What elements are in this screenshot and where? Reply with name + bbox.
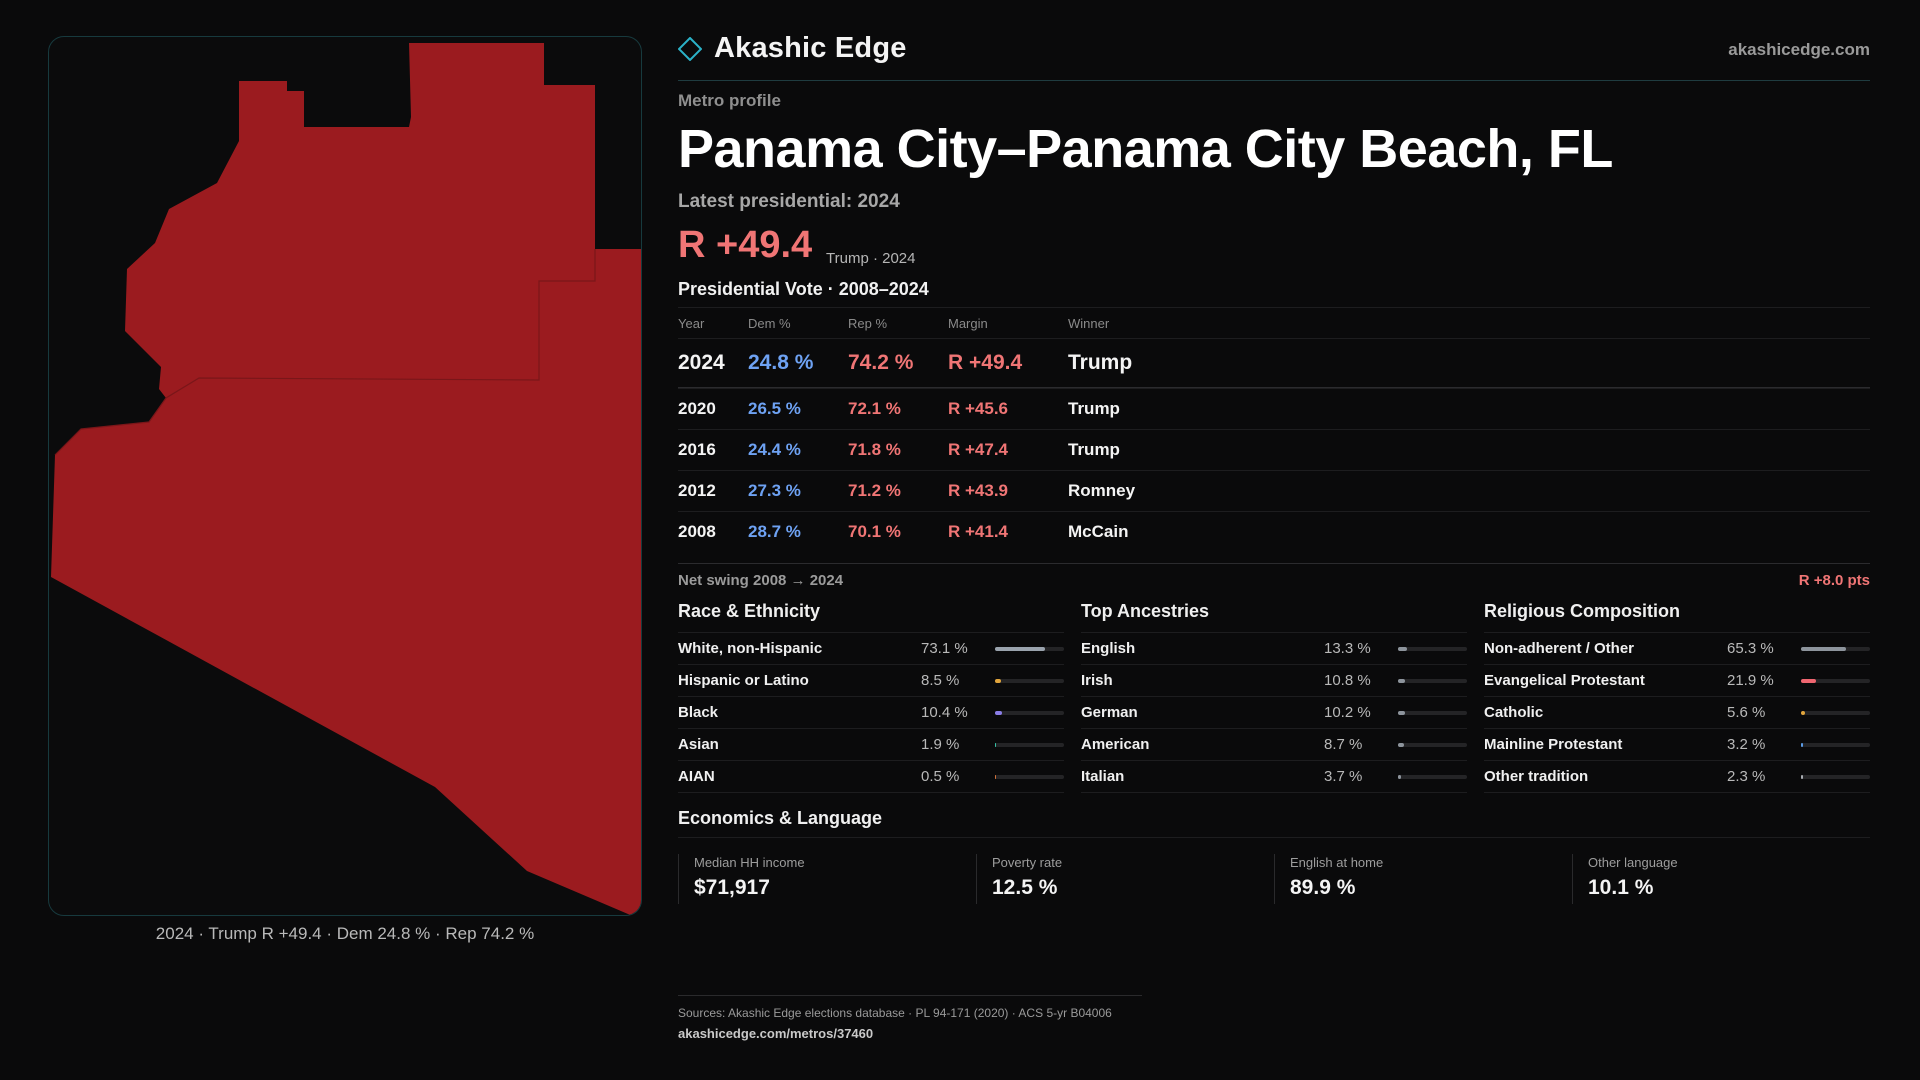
list-item [678,729,1064,761]
table-row[interactable] [678,388,1870,429]
item-bar-track [995,775,1064,779]
header-dem: Dem % [748,315,791,331]
item-bar-fill [1801,743,1803,747]
latest-margin-sub: Trump · 2024 [826,250,916,267]
header-margin: Margin [948,315,988,331]
item-bar-track [1398,775,1467,779]
item-label: American [1081,736,1150,753]
list-item [1484,633,1870,665]
item-bar-track [1801,743,1870,747]
stat-other-language [1572,854,1870,904]
list-item [1484,697,1870,729]
cell-dem: 24.4 % [748,440,801,459]
item-bar-fill [1801,775,1803,779]
item-label: White, non-Hispanic [678,640,823,657]
cell-dem: 27.3 % [748,481,801,500]
item-bar-track [1801,647,1870,651]
item-bar-track [1398,647,1467,651]
table-header [678,308,1870,338]
item-percent: 0.5 % [921,768,960,785]
footer-url[interactable]: akashicedge.com/metros/37460 [678,1026,874,1041]
stat-value: 10.1 % [1588,876,1654,899]
list-item [1484,665,1870,697]
net-swing-value: R +8.0 pts [1798,572,1870,589]
cell-dem: 26.5 % [748,399,801,418]
list-item [678,697,1064,729]
cell-year: 2008 [678,522,716,541]
item-label: Non-adherent / Other [1484,640,1635,657]
metro-map[interactable] [48,36,642,916]
item-percent: 21.9 % [1727,672,1774,689]
cell-year: 2012 [678,481,716,500]
item-bar-track [995,711,1064,715]
stat-label: Median HH income [694,855,805,870]
header-divider [678,80,1870,81]
item-label: Other tradition [1484,768,1589,785]
item-percent: 13.3 % [1324,640,1371,657]
vote-table-title: Presidential Vote · 2008–2024 [678,279,929,299]
stat-median-income [678,854,976,904]
item-label: Irish [1081,672,1113,689]
item-percent: 10.4 % [921,704,968,721]
item-percent: 5.6 % [1727,704,1766,721]
item-bar-fill [995,679,1001,683]
stat-english-at-home [1274,854,1572,904]
item-label: Mainline Protestant [1484,736,1623,753]
swing-divider [678,563,1870,564]
item-percent: 3.7 % [1324,768,1363,785]
race-ethnicity-panel [678,601,1064,793]
item-percent: 10.8 % [1324,672,1371,689]
table-row[interactable] [678,511,1870,552]
list-item [1081,729,1467,761]
item-bar-track [1398,743,1467,747]
religious-composition-title: Religious Composition [1484,601,1870,633]
cell-winner: Romney [1068,481,1136,500]
item-bar-fill [995,711,1002,715]
item-bar-fill [1398,647,1407,651]
cell-winner: McCain [1068,522,1129,541]
cell-margin: R +49.4 [948,351,1023,374]
list-item [1484,729,1870,761]
stat-value: $71,917 [694,876,770,899]
stat-value: 12.5 % [992,876,1058,899]
cell-margin: R +41.4 [948,522,1009,541]
cell-year: 2024 [678,351,725,374]
cell-winner: Trump [1068,351,1133,374]
header-year: Year [678,315,705,331]
item-label: German [1081,704,1138,721]
economics-title: Economics & Language [678,808,883,828]
footer-sources: Sources: Akashic Edge elections database · PL 94-171 (2020) · ACS 5-yr B04006 [678,1006,1112,1020]
economics-divider [678,837,1870,838]
item-percent: 3.2 % [1727,736,1766,753]
cell-dem: 28.7 % [748,522,801,541]
vote-table [678,307,1870,552]
stat-value: 89.9 % [1290,876,1356,899]
cell-rep: 71.8 % [848,440,901,459]
metro-map-shape [49,37,642,916]
item-bar-track [1398,711,1467,715]
list-item [1081,633,1467,665]
cell-winner: Trump [1068,440,1120,459]
list-item [1484,761,1870,793]
diamond-logo-icon [678,37,702,61]
list-item [678,665,1064,697]
cell-margin: R +45.6 [948,399,1009,418]
religious-composition-panel [1484,601,1870,793]
top-ancestries-panel [1081,601,1467,793]
top-ancestries-title: Top Ancestries [1081,601,1467,633]
item-bar-track [1801,679,1870,683]
cell-year: 2020 [678,399,716,418]
map-caption: 2024 · Trump R +49.4 · Dem 24.8 % · Rep 74.2 % [155,924,535,943]
item-bar-fill [1398,711,1405,715]
stat-poverty-rate [976,854,1274,904]
item-bar-track [995,743,1064,747]
brand-name: Akashic Edge [714,32,907,64]
item-bar-fill [1398,679,1405,683]
stat-label: Other language [1588,855,1678,870]
item-bar-fill [995,775,996,779]
item-percent: 8.7 % [1324,736,1363,753]
item-label: Catholic [1484,704,1544,721]
stat-label: English at home [1290,855,1384,870]
cell-rep: 72.1 % [848,399,901,418]
list-item [678,633,1064,665]
table-row[interactable] [678,429,1870,470]
header-winner: Winner [1068,315,1110,331]
item-bar-fill [1398,743,1404,747]
list-item [1081,761,1467,793]
item-label: Italian [1081,768,1125,785]
list-item [678,761,1064,793]
item-bar-fill [995,743,996,747]
item-label: English [1081,640,1136,657]
table-row[interactable] [678,338,1870,388]
item-percent: 2.3 % [1727,768,1766,785]
list-item [1081,697,1467,729]
item-bar-fill [1801,647,1846,651]
header-rep: Rep % [848,315,888,331]
site-link[interactable]: akashicedge.com [1728,40,1870,59]
item-bar-track [1801,775,1870,779]
cell-margin: R +43.9 [948,481,1009,500]
item-label: Evangelical Protestant [1484,672,1645,689]
item-bar-track [995,647,1064,651]
item-label: Asian [678,736,719,753]
item-bar-fill [1801,711,1805,715]
footer-divider [678,995,1142,996]
cell-rep: 71.2 % [848,481,901,500]
item-bar-fill [1801,679,1816,683]
item-percent: 65.3 % [1727,640,1774,657]
economics-stats [678,854,1870,904]
race-ethnicity-title: Race & Ethnicity [678,601,1064,633]
page-kicker: Metro profile [678,91,781,110]
cell-margin: R +47.4 [948,440,1009,459]
stat-label: Poverty rate [992,855,1063,870]
item-bar-track [1801,711,1870,715]
page-title: Panama City–Panama City Beach, FL [678,119,1613,179]
cell-dem: 24.8 % [748,351,814,374]
cell-year: 2016 [678,440,716,459]
item-percent: 73.1 % [921,640,968,657]
item-bar-fill [995,647,1045,651]
item-label: Hispanic or Latino [678,672,809,689]
metro-county-area[interactable] [51,43,642,916]
cell-winner: Trump [1068,399,1120,418]
table-row[interactable] [678,470,1870,511]
item-percent: 8.5 % [921,672,960,689]
item-bar-track [995,679,1064,683]
cell-rep: 74.2 % [848,351,914,374]
net-swing-label: Net swing 2008 → 2024 [678,572,844,589]
item-bar-fill [1398,775,1401,779]
latest-margin: R +49.4 [678,224,813,266]
item-percent: 10.2 % [1324,704,1371,721]
brand[interactable] [678,32,907,65]
list-item [1081,665,1467,697]
item-label: Black [678,704,719,721]
cell-rep: 70.1 % [848,522,901,541]
latest-presidential-label: Latest presidential: 2024 [678,191,900,212]
item-bar-track [1398,679,1467,683]
item-label: AIAN [678,768,715,785]
item-percent: 1.9 % [921,736,960,753]
